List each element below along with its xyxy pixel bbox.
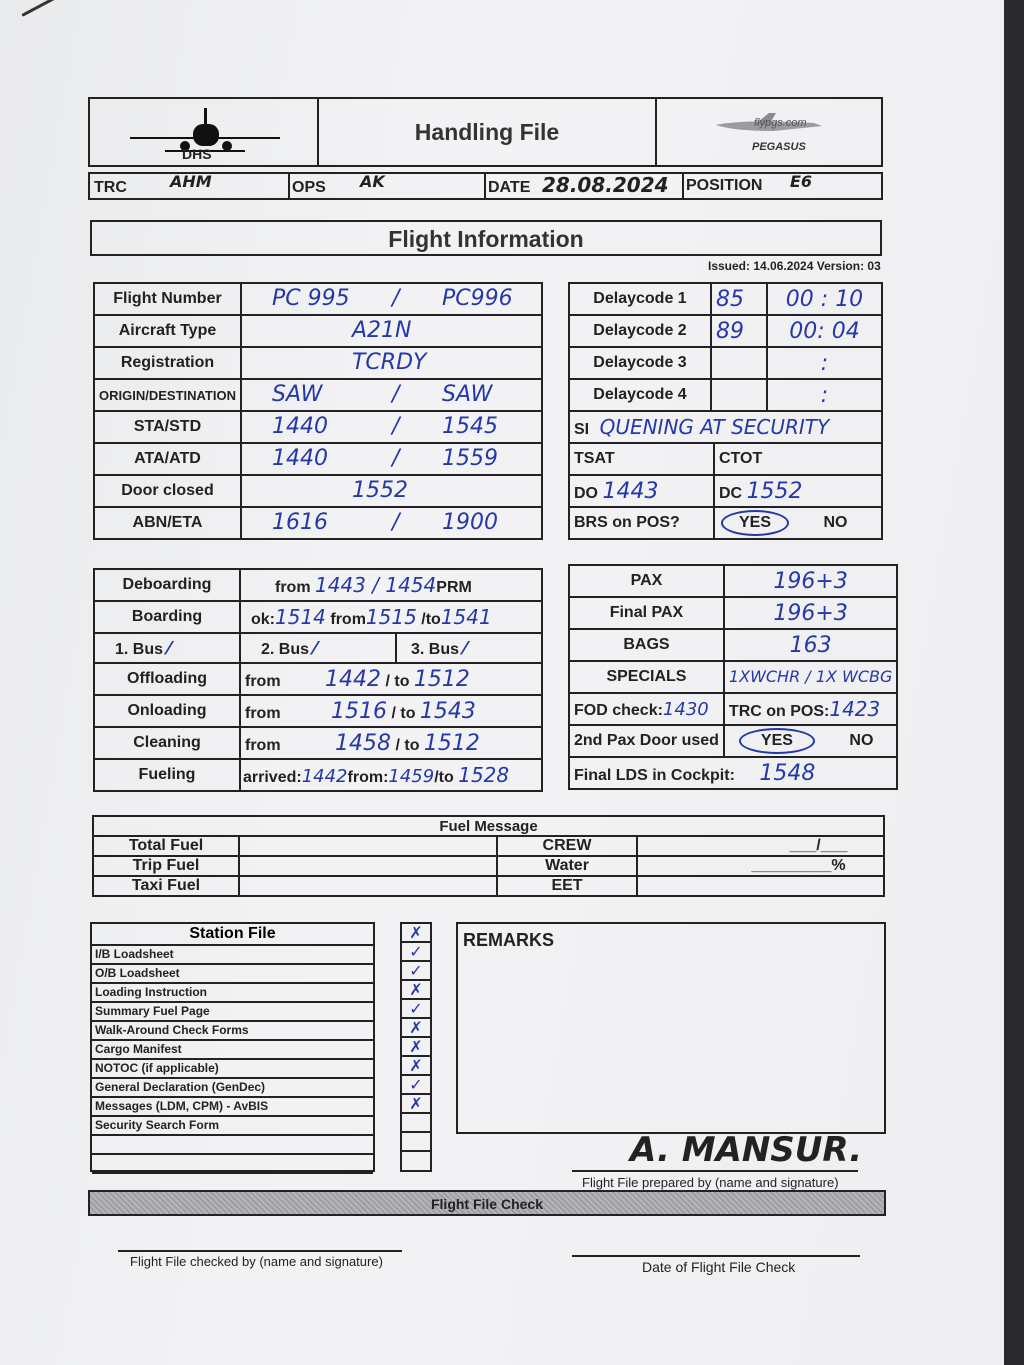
- bus3-label: 3. Bus: [411, 640, 460, 658]
- station-file-item: O/B Loadsheet: [92, 965, 373, 984]
- flight-row-value: [241, 507, 542, 539]
- onloading-label: Onloading: [94, 695, 240, 727]
- flight-value-sep: /: [391, 382, 400, 407]
- bus2-cell: 2. Bus ⁄: [240, 633, 396, 663]
- flight-value-b: 1545: [441, 414, 498, 439]
- offloading-cell: [240, 663, 542, 695]
- checked-line: [118, 1250, 402, 1252]
- flight-value-a: A21N: [351, 318, 412, 343]
- brs-no: NO: [823, 514, 848, 531]
- station-file-box: [90, 922, 375, 1172]
- flight-row: [94, 379, 542, 411]
- dc-cell: [714, 475, 882, 507]
- fueling-from-label: from:: [347, 769, 389, 786]
- si-label: SI: [574, 421, 590, 438]
- arrived-label: arrived:: [243, 769, 302, 786]
- offloading-from-value: 1442: [325, 666, 382, 692]
- station-file-checkbox[interactable]: ✓: [402, 962, 430, 981]
- delay-time-value: 00 : 10: [785, 286, 864, 312]
- flight-row: [94, 283, 542, 315]
- delay-time: [767, 283, 882, 315]
- eet-value: [637, 876, 884, 896]
- flight-file-check-bar: [88, 1190, 886, 1216]
- brand-name: PEGASUS: [752, 141, 806, 153]
- trc-label: TRC: [94, 179, 127, 196]
- prepared-label: Flight File prepared by (name and signature): [582, 1175, 839, 1190]
- cleaning-label: Cleaning: [94, 727, 240, 759]
- station-file-item: [92, 1155, 373, 1174]
- flight-value-a: 1440: [271, 446, 328, 471]
- station-file-item: Security Search Form: [92, 1117, 373, 1136]
- ok-value: 1514: [275, 605, 326, 629]
- flight-row: [94, 411, 542, 443]
- fueling-to-label: /to: [434, 769, 454, 786]
- fod-label: FOD check:: [574, 701, 663, 719]
- cleaning-to-label: / to: [395, 736, 420, 754]
- logo-text: DHS: [182, 146, 212, 162]
- delay-label: Delaycode 4: [569, 379, 711, 411]
- ops-value: AK: [360, 172, 385, 191]
- bus1-cell: 1. Bus ⁄: [94, 633, 240, 663]
- logo-cell: [90, 99, 319, 165]
- pax-value: [724, 565, 897, 597]
- delay-code: [711, 283, 767, 315]
- flight-row-label: ORIGIN/DESTINATION: [94, 379, 241, 411]
- ok-label: ok:: [251, 611, 275, 628]
- total-fuel-value: [239, 836, 497, 856]
- pen-mark: [21, 0, 72, 17]
- final-pax-value: [724, 597, 897, 629]
- dc-label: DC: [719, 484, 743, 502]
- ground-times-table: [568, 410, 883, 540]
- fueling-label: Fueling: [94, 759, 240, 791]
- bus2-label: 2. Bus: [261, 640, 310, 658]
- pax-label: PAX: [569, 565, 724, 597]
- date-label: DATE: [488, 179, 531, 196]
- offloading-label: Offloading: [94, 663, 240, 695]
- boarding-to-value: 1541: [440, 605, 492, 629]
- flight-row-value: [241, 411, 542, 443]
- flight-details-table: [93, 282, 543, 540]
- pax-door-label: 2nd Pax Door used: [569, 725, 724, 757]
- ops-label: OPS: [292, 179, 326, 196]
- deboarding-cell: [240, 569, 542, 601]
- do-cell: [569, 475, 714, 507]
- delay-time: [767, 315, 882, 347]
- flight-row: [94, 347, 542, 379]
- flight-row: [94, 475, 542, 507]
- delay-label: Delaycode 3: [569, 347, 711, 379]
- boarding-cell: [240, 601, 542, 633]
- tsat-cell: TSAT: [569, 443, 714, 475]
- flight-row: [94, 315, 542, 347]
- delay-time: [767, 347, 882, 379]
- brs-yes: YES: [721, 510, 789, 536]
- flight-value-a: 1552: [351, 478, 408, 503]
- brs-options: [714, 507, 882, 539]
- trc-pos-cell: [724, 693, 897, 725]
- checked-label: Flight File checked by (name and signature): [130, 1254, 383, 1269]
- ctot-cell: CTOT: [714, 443, 882, 475]
- delay-time: [767, 379, 882, 411]
- flight-value-sep: /: [391, 414, 400, 439]
- flight-value-a: SAW: [271, 382, 323, 407]
- ops-row: [94, 663, 542, 695]
- flight-row-value: [241, 283, 542, 315]
- offloading-from-label: from: [245, 672, 281, 690]
- signature: A. MANSUR.: [630, 1130, 863, 1170]
- flight-info-header: [90, 220, 882, 256]
- station-file-checkbox[interactable]: ✗: [402, 1057, 430, 1076]
- final-pax-label: Final PAX: [569, 597, 724, 629]
- offloading-to-label: / to: [385, 672, 410, 690]
- station-file-title: Station File: [92, 924, 373, 946]
- specials-label: SPECIALS: [569, 661, 724, 693]
- do-label: DO: [574, 484, 598, 502]
- offloading-to-value: 1512: [413, 666, 470, 692]
- do-value: 1443: [602, 478, 659, 504]
- pax-table: [568, 564, 898, 790]
- delay-code-value: 85: [716, 286, 744, 312]
- boarding-label: Boarding: [94, 601, 240, 633]
- crew-value: ___/___: [637, 836, 884, 856]
- station-file-item: Summary Fuel Page: [92, 1003, 373, 1022]
- fuel-message-table: [92, 815, 885, 897]
- deboarding-value: 1443 / 1454: [315, 573, 437, 597]
- station-file-checkbox[interactable]: ✗: [402, 924, 430, 943]
- station-file-item: I/B Loadsheet: [92, 946, 373, 965]
- trc-pos-label: TRC on POS:: [728, 703, 830, 720]
- lds-value: 1548: [759, 760, 816, 786]
- delay-code: [711, 315, 767, 347]
- station-file-item: Walk-Around Check Forms: [92, 1022, 373, 1041]
- trc-value: AHM: [170, 172, 212, 191]
- delay-time-value: 00: 04: [789, 318, 860, 344]
- flight-value-sep: /: [391, 286, 400, 311]
- pax-door-no: NO: [849, 732, 874, 749]
- flight-row-label: Registration: [94, 347, 241, 379]
- flight-row-value: [241, 315, 542, 347]
- date-check-label: Date of Flight File Check: [642, 1259, 796, 1275]
- station-file-list: [92, 946, 373, 1174]
- bus3-cell: 3. Bus ⁄: [396, 633, 542, 663]
- specials-value-text: 1XWCHR / 1X WCBG: [728, 667, 893, 686]
- brs-label: BRS on POS?: [569, 507, 714, 539]
- delay-row: [569, 315, 882, 347]
- station-file-checkbox[interactable]: ✓: [402, 1000, 430, 1019]
- flight-value-a: TCRDY: [351, 350, 427, 375]
- station-file-checkbox[interactable]: ✗: [402, 1095, 430, 1114]
- deboarding-from-label: from: [275, 579, 311, 596]
- onloading-to-value: 1543: [419, 698, 476, 724]
- trip-fuel-label: Trip Fuel: [93, 856, 239, 876]
- pax-door-yes: YES: [739, 728, 815, 754]
- station-file-item: General Declaration (GenDec): [92, 1079, 373, 1098]
- trip-fuel-value: [239, 856, 497, 876]
- delay-label: Delaycode 1: [569, 283, 711, 315]
- si-value: QUENING AT SECURITY: [599, 415, 830, 439]
- flight-row-value: [241, 443, 542, 475]
- header-box: [88, 97, 883, 167]
- fod-value: 1430: [662, 698, 709, 720]
- flight-value-b: 1559: [441, 446, 498, 471]
- bus1-label: 1. Bus: [115, 640, 164, 658]
- brand-url: flypgs.com: [754, 117, 807, 129]
- station-file-item: Cargo Manifest: [92, 1041, 373, 1060]
- station-file-checkbox[interactable]: [402, 1114, 430, 1133]
- date-check-line: [572, 1255, 860, 1257]
- remarks-box: [456, 922, 886, 1134]
- flight-value-sep: /: [391, 510, 400, 535]
- turnaround-table: [93, 568, 543, 792]
- cleaning-from-value: 1458: [335, 730, 392, 756]
- cleaning-cell: [240, 727, 542, 759]
- station-file-checkbox[interactable]: ✓: [402, 943, 430, 962]
- trc-pos-value: 1423: [829, 697, 881, 721]
- delay-label: Delaycode 2: [569, 315, 711, 347]
- flight-row-label: Door closed: [94, 475, 241, 507]
- pax-door-options: [724, 725, 897, 757]
- station-file-checkbox[interactable]: ✗: [402, 1019, 430, 1038]
- delay-row: [569, 347, 882, 379]
- flight-row-value: [241, 379, 542, 411]
- flight-row-label: ATA/ATD: [94, 443, 241, 475]
- bags-label: BAGS: [569, 629, 724, 661]
- prm-label: PRM: [436, 579, 472, 596]
- brand-cell: [656, 99, 881, 165]
- station-file-checkbox[interactable]: [402, 1133, 430, 1152]
- page-title: Handling File: [319, 99, 657, 165]
- water-label: Water: [497, 856, 637, 876]
- boarding-from-label: from: [330, 611, 366, 628]
- fueling-from-value: 1459: [388, 766, 435, 787]
- station-file-checkbox[interactable]: ✓: [402, 1076, 430, 1095]
- delay-row: [569, 379, 882, 411]
- station-file-checkbox[interactable]: ✗: [402, 981, 430, 1000]
- flight-row-value: [241, 475, 542, 507]
- boarding-from-value: 1515: [365, 605, 417, 629]
- bags-value-text: 163: [789, 632, 832, 658]
- pax-value-text: 196+3: [773, 568, 848, 594]
- station-file-checkbox[interactable]: ✗: [402, 1038, 430, 1057]
- water-value: _________%: [637, 856, 884, 876]
- fod-cell: [569, 693, 724, 725]
- issued-version: Issued: 14.06.2024 Version: 03: [708, 259, 881, 273]
- deboarding-label: Deboarding: [94, 569, 240, 601]
- onloading-from-value: 1516: [331, 698, 388, 724]
- fueling-cell: [240, 759, 542, 791]
- lds-cell: [569, 757, 897, 789]
- position-label: POSITION: [686, 177, 763, 194]
- ops-row: [94, 695, 542, 727]
- station-file-item: Loading Instruction: [92, 984, 373, 1003]
- trc-bar: [88, 172, 883, 200]
- delay-code: [711, 379, 767, 411]
- lds-label: Final LDS in Cockpit:: [574, 766, 735, 784]
- delay-code-value: 89: [716, 318, 744, 344]
- position-value: E6: [790, 172, 813, 191]
- flight-row-label: STA/STD: [94, 411, 241, 443]
- onloading-from-label: from: [245, 704, 281, 722]
- total-fuel-label: Total Fuel: [93, 836, 239, 856]
- delay-row: [569, 283, 882, 315]
- arrived-value: 1442: [301, 766, 348, 787]
- cleaning-from-label: from: [245, 736, 281, 754]
- flight-value-a: PC 995: [271, 286, 350, 311]
- flight-value-a: 1616: [271, 510, 328, 535]
- flight-info-title: Flight Information: [388, 226, 584, 252]
- flight-value-a: 1440: [271, 414, 328, 439]
- ops-row: [94, 727, 542, 759]
- flight-row: [94, 443, 542, 475]
- station-file-item: NOTOC (if applicable): [92, 1060, 373, 1079]
- flight-value-b: PC996: [441, 286, 513, 311]
- flight-row-label: ABN/ETA: [94, 507, 241, 539]
- boarding-to-label: /to: [421, 611, 441, 628]
- flight-file-check-title: Flight File Check: [430, 1196, 543, 1212]
- flight-row: [94, 507, 542, 539]
- flight-row-label: Aircraft Type: [94, 315, 241, 347]
- onloading-cell: [240, 695, 542, 727]
- dc-value: 1552: [746, 478, 803, 504]
- bags-value: [724, 629, 897, 661]
- delay-code: [711, 347, 767, 379]
- cleaning-to-value: 1512: [423, 730, 480, 756]
- eet-label: EET: [497, 876, 637, 896]
- station-file-item: Messages (LDM, CPM) - AvBIS: [92, 1098, 373, 1117]
- fueling-to-value: 1528: [458, 763, 510, 787]
- delay-time-value: :: [820, 350, 829, 376]
- taxi-fuel-value: [239, 876, 497, 896]
- flight-value-b: 1900: [441, 510, 498, 535]
- delay-table: [568, 282, 883, 412]
- station-file-item: [92, 1136, 373, 1155]
- specials-value: [724, 661, 897, 693]
- flight-value-sep: /: [391, 446, 400, 471]
- date-value: 28.08.2024: [542, 173, 669, 197]
- remarks-title: REMARKS: [463, 930, 555, 950]
- flight-value-b: SAW: [441, 382, 493, 407]
- final-pax-value-text: 196+3: [773, 600, 848, 626]
- flight-row-value: [241, 347, 542, 379]
- si-cell: [569, 411, 882, 443]
- station-checkbox-column: [400, 922, 432, 1172]
- delay-time-value: :: [820, 382, 829, 408]
- fuel-message-title: Fuel Message: [93, 816, 884, 836]
- prepared-line: [572, 1170, 858, 1172]
- crew-label: CREW: [497, 836, 637, 856]
- onloading-to-label: / to: [391, 704, 416, 722]
- flight-row-label: Flight Number: [94, 283, 241, 315]
- taxi-fuel-label: Taxi Fuel: [93, 876, 239, 896]
